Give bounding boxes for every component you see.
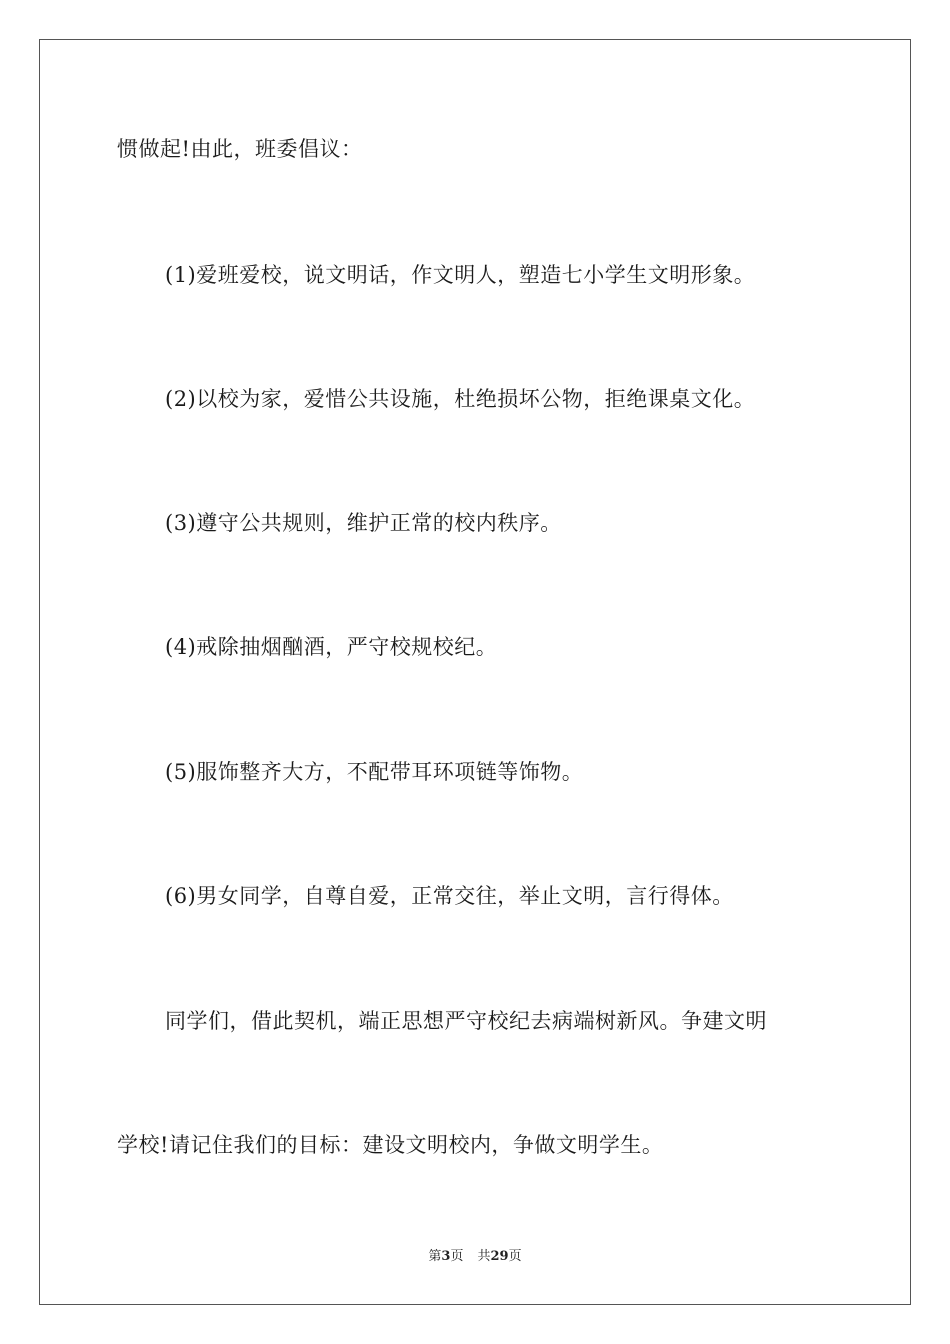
paragraph-line: 学校!请记住我们的目标：建设文明校内，争做文明学生。 (117, 1133, 664, 1157)
footer-total-prefix: 共 (477, 1249, 491, 1264)
list-item: (2)以校为家，爱惜公共设施，杜绝损坏公物，拒绝课桌文化。 (165, 387, 756, 411)
page-footer (0, 1249, 950, 1265)
page-number: 3 (441, 1249, 451, 1264)
footer-total-unit: 页 (508, 1249, 522, 1264)
page-border (39, 39, 911, 1305)
list-item: (3)遵守公共规则，维护正常的校内秩序。 (165, 511, 562, 535)
paragraph-line: 惯做起!由此，班委倡议： (117, 137, 363, 161)
list-item: (6)男女同学，自尊自爱，正常交往，举止文明，言行得体。 (165, 884, 734, 908)
footer-page-unit: 页 (450, 1249, 464, 1264)
paragraph-line: 同学们，借此契机，端正思想严守校纪去病端树新风。争建文明 (165, 1009, 767, 1033)
footer-prefix: 第 (428, 1249, 442, 1264)
list-item: (4)戒除抽烟酗酒，严守校规校纪。 (165, 635, 498, 659)
total-pages: 29 (490, 1249, 509, 1264)
list-item: (1)爱班爱校，说文明话，作文明人，塑造七小学生文明形象。 (165, 263, 756, 287)
list-item: (5)服饰整齐大方，不配带耳环项链等饰物。 (165, 760, 584, 784)
